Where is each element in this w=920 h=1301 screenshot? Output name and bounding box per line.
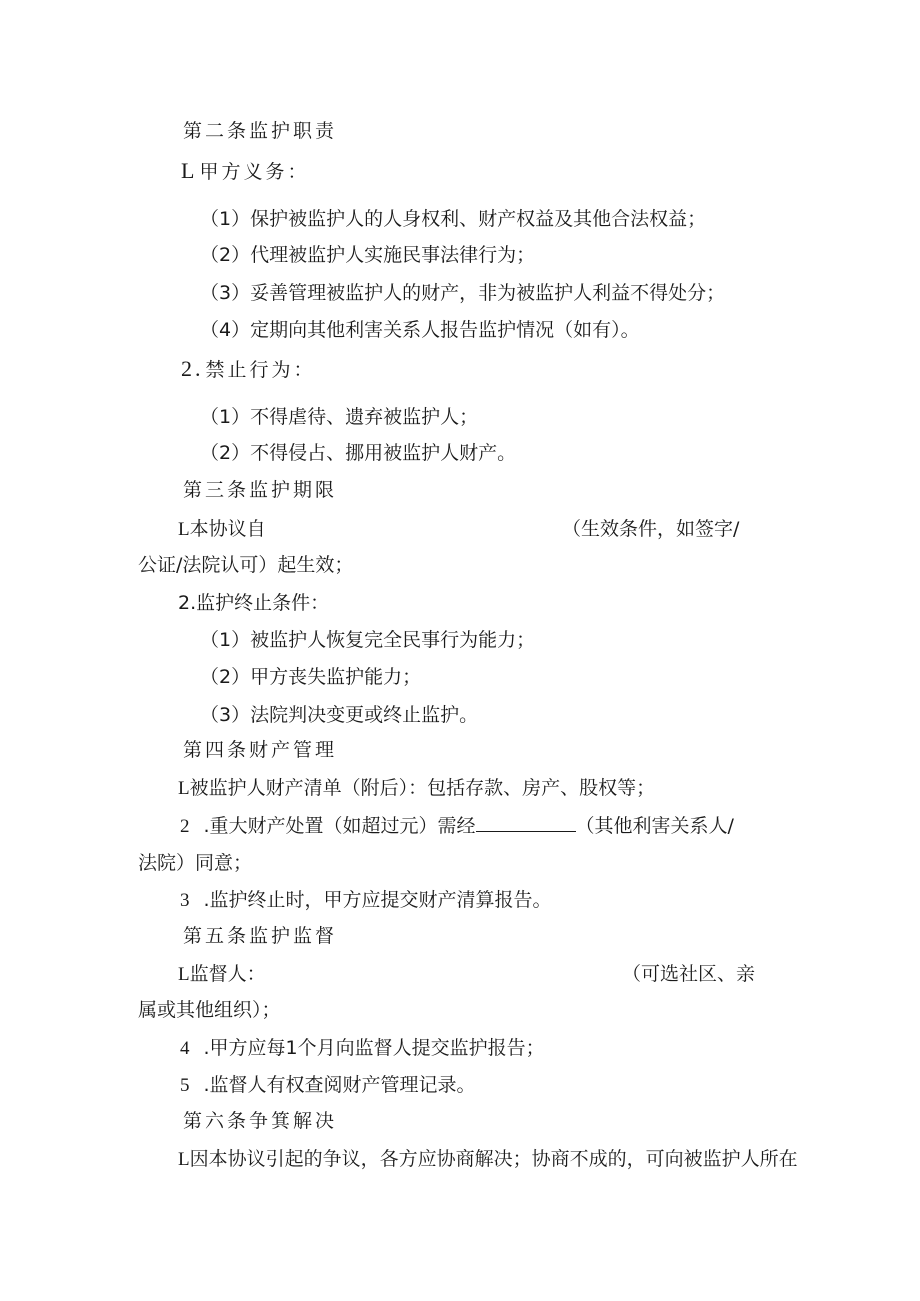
property-item-3-text: .监护终止时，甲方应提交财产清算报告。 [203,889,552,911]
duties-heading [181,158,309,185]
prohibited-item: （2）不得侵占、挪用被监护人财产。 [200,442,517,464]
prohibited-label: 禁止行为： [205,359,316,381]
supervision-item-5 [180,1072,476,1099]
article-5-title: 第五条监护监督 [183,925,338,947]
list-marker: 2. [181,356,204,381]
supervision-item-1-tail: （可选社区、亲 [622,963,756,985]
list-marker: L [178,519,190,540]
term-item-1-tail: （生效条件，如签字/ [562,518,740,540]
property-item-2-continuation: 法院）同意； [138,852,253,874]
property-item-1-text: 被监护人财产清单（附后）：包括存款、房产、股权等； [189,777,656,799]
duty-item: （3）妥善管理被监护人的财产，非为被监护人利益不得处分； [200,282,726,304]
article-6-title: 第六条争箕解决 [183,1110,338,1132]
supervision-item-5-text: .监督人有权查阅财产管理记录。 [203,1074,476,1096]
term-item-2: 2.监护终止条件： [178,592,330,614]
property-item-2-tail: （其他利害关系人/ [575,815,734,837]
duty-item: （4）定期向其他利害关系人报告监护情况（如有）。 [200,319,640,341]
article-2-title: 第二条监护职责 [183,120,338,142]
list-marker: 4 [180,1038,190,1059]
dispute-item-1-text: 因本协议引起的争议，各方应协商解决；协商不成的，可向被监护人所在 [189,1148,798,1170]
article-4-title: 第四条财产管理 [183,739,338,761]
dispute-item-1 [178,1146,798,1173]
article-3-title: 第三条监护期限 [183,479,338,501]
list-marker: L [178,1149,190,1170]
property-item-3 [180,887,552,914]
list-marker: 2 [180,816,190,837]
supervision-item-4 [180,1035,545,1062]
duties-label: 甲方义务： [199,161,310,183]
supervision-item-4-text: .甲方应每1个月向监督人提交监护报告； [203,1037,545,1059]
duty-item: （1）保护被监护人的人身权利、财产权益及其他合法权益； [200,208,707,230]
list-marker: 3 [180,890,190,911]
termination-condition: （2）甲方丧失监护能力； [200,666,422,688]
property-item-2-text: .重大财产处置（如超过元）需经 [203,815,476,837]
term-item-1-continuation: 公证/法院认可）起生效； [138,554,354,576]
property-item-1 [178,775,655,802]
prohibited-heading [181,356,316,383]
supervision-item-1 [178,961,266,988]
list-marker: L [178,778,190,799]
supervision-item-1-text: 监督人： [189,963,266,985]
list-marker: L [181,158,198,183]
list-marker: L [178,964,190,985]
fill-in-blank [476,813,576,832]
termination-condition: （1）被监护人恢复完全民事行为能力； [200,629,536,651]
property-item-2 [180,813,734,840]
duty-item: （2）代理被监护人实施民事法律行为； [200,244,536,266]
prohibited-item: （1）不得虐待、遗弃被监护人； [200,406,479,428]
termination-condition: （3）法院判决变更或终止监护。 [200,704,479,726]
list-marker: 5 [180,1075,190,1096]
supervision-item-1-continuation: 属或其他组织）； [138,999,281,1021]
term-item-1 [178,516,266,543]
term-item-1-text: 本协议自 [189,518,266,540]
